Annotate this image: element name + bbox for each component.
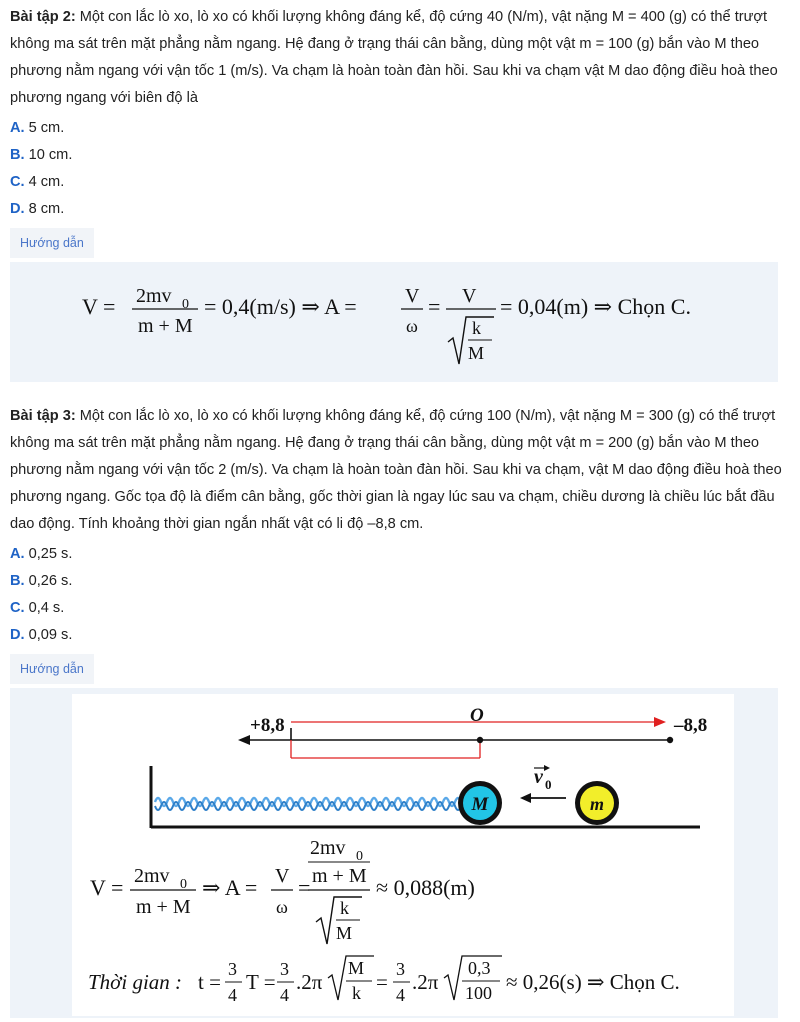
two-pi: .2π	[412, 970, 439, 994]
problem3-text: Một con lắc lò xo, lò xo có khối lượng không đáng kể, độ cứng 100 (N/m), vật nặng M = 300 (g) có thể trượt không ma sát trên mặt phẳng nằm ngang. Hệ đang ở trạng thái cân bằng, dùng một vật m = 200 (g) bắn vào M theo phương nằm ngang với vận tốc 2 (m/s). Va chạm là hoàn toàn đàn hồi. Sau khi va chạm, vật M dao động điều hoà theo phương ngang. Gốc tọa độ là điểm cân bằng, gốc thời gian là ngay lúc sau va chạm, chiều dương là chiều lúc bắt đầu dao động. Tính khoảng thời gian ngắn nhất vật có li độ –8,8 cm.	[10, 408, 782, 532]
problem3-option-b	[10, 571, 72, 591]
sqrt-numerator: 0,3	[468, 958, 491, 978]
problem3-guide-button[interactable]: Hướng dẫn	[10, 654, 94, 684]
option-text: 0,4 s.	[28, 600, 65, 616]
formula-denominator: m + M	[312, 865, 367, 887]
formula-numerator: 2mv	[136, 285, 172, 307]
velocity-label: v	[534, 766, 543, 788]
frac-den: 4	[280, 985, 289, 1005]
option-letter: B.	[10, 147, 25, 163]
formula-denominator: ω	[406, 316, 418, 336]
option-letter: D.	[10, 627, 25, 643]
formula-numerator: 2mv	[134, 865, 170, 887]
option-letter: A.	[10, 546, 25, 562]
origin-point	[477, 737, 483, 743]
problem3-option-d	[10, 625, 72, 645]
formula-subscript: 0	[180, 877, 187, 892]
left-amplitude-label: +8,8	[250, 715, 285, 736]
problem3-option-c	[10, 598, 64, 618]
frac-den: 4	[396, 985, 405, 1005]
formula-tail: = 0,04(m) ⇒ Chọn C.	[500, 294, 691, 319]
mass-big-label: M	[471, 794, 489, 815]
problem2-text: Một con lắc lò xo, lò xo có khối lượng không đáng kể, độ cứng 40 (N/m), vật nặng M = 400 (g) có thể trượt không ma sát trên mặt phẳng nằm ngang. Hệ đang ở trạng thái cân bằng, dùng một vật m = 100 (g) bắn vào M theo phương nằm ngang với vận tốc 1 (m/s). Va chạm là hoàn toàn đàn hồi. Sau khi va chạm vật M dao động điều hoà theo phương ngang với biên độ là	[10, 9, 778, 106]
sqrt-denominator: M	[468, 343, 485, 363]
problem2-option-a	[10, 118, 64, 138]
frac-num: 3	[396, 959, 405, 979]
sqrt-denominator: 100	[465, 983, 492, 1003]
formula-denominator: ω	[276, 897, 288, 917]
right-amplitude-point	[667, 737, 673, 743]
formula-denominator: m + M	[138, 315, 193, 337]
option-letter: D.	[10, 201, 25, 217]
formula-equals: =	[298, 875, 311, 900]
formula-numerator: V	[405, 285, 420, 307]
formula-subscript: 0	[182, 297, 189, 312]
option-letter: C.	[10, 174, 25, 190]
problem2-label: Bài tập 2:	[10, 9, 76, 25]
problem2-option-c	[10, 172, 64, 192]
origin-label: O	[470, 705, 484, 726]
formula-T: T =	[246, 970, 276, 994]
formula-tail: ≈ 0,26(s) ⇒ Chọn C.	[506, 970, 680, 994]
formula-numerator: V	[462, 285, 477, 307]
formula-equals: =	[376, 970, 388, 994]
problem3-option-a	[10, 544, 72, 564]
problem3-label: Bài tập 3:	[10, 408, 76, 424]
option-text: 5 cm.	[28, 120, 65, 136]
option-letter: A.	[10, 120, 25, 136]
option-text: 8 cm.	[28, 201, 65, 217]
problem3-solution-box	[10, 688, 778, 1018]
option-letter: C.	[10, 600, 25, 616]
formula-equals: =	[428, 294, 441, 319]
option-text: 0,25 s.	[28, 546, 73, 562]
problem3-statement	[10, 403, 785, 538]
sqrt-denominator: k	[352, 983, 361, 1003]
option-text: 0,09 s.	[28, 627, 73, 643]
formula-lhs: V =	[82, 294, 116, 319]
option-text: 0,26 s.	[28, 573, 73, 589]
problem2-option-d	[10, 199, 64, 219]
formula-middle: = 0,4(m/s) ⇒ A =	[204, 294, 357, 319]
problem2-statement	[10, 4, 785, 112]
problem2-guide-button[interactable]: Hướng dẫn	[10, 228, 94, 258]
problem3-solution-figure	[10, 688, 778, 1018]
frac-num: 3	[228, 959, 237, 979]
formula-denominator: m + M	[136, 896, 191, 918]
problem2-solution-formula	[10, 262, 778, 382]
frac-den: 4	[228, 985, 237, 1005]
frac-num: 3	[280, 959, 289, 979]
option-letter: B.	[10, 573, 25, 589]
formula-numerator: 2mv	[310, 837, 346, 859]
time-label: Thời gian :	[88, 970, 183, 994]
formula-numerator: V	[275, 865, 290, 887]
formula-t: t =	[198, 970, 221, 994]
formula-lhs: V =	[90, 875, 124, 900]
velocity-subscript: 0	[545, 777, 552, 792]
option-text: 10 cm.	[28, 147, 73, 163]
problem2-option-b	[10, 145, 72, 165]
problem2-solution-box	[10, 262, 778, 382]
sqrt-denominator: M	[336, 923, 353, 943]
sqrt-numerator: M	[348, 958, 365, 978]
formula-tail: ≈ 0,088(m)	[376, 875, 475, 900]
mass-small-label: m	[589, 794, 605, 814]
sqrt-numerator: k	[340, 898, 349, 918]
formula-subscript: 0	[356, 849, 363, 864]
two-pi: .2π	[296, 970, 323, 994]
sqrt-numerator: k	[472, 318, 481, 338]
formula-middle: ⇒ A =	[202, 875, 258, 900]
option-text: 4 cm.	[28, 174, 65, 190]
right-amplitude-label: –8,8	[674, 715, 708, 736]
